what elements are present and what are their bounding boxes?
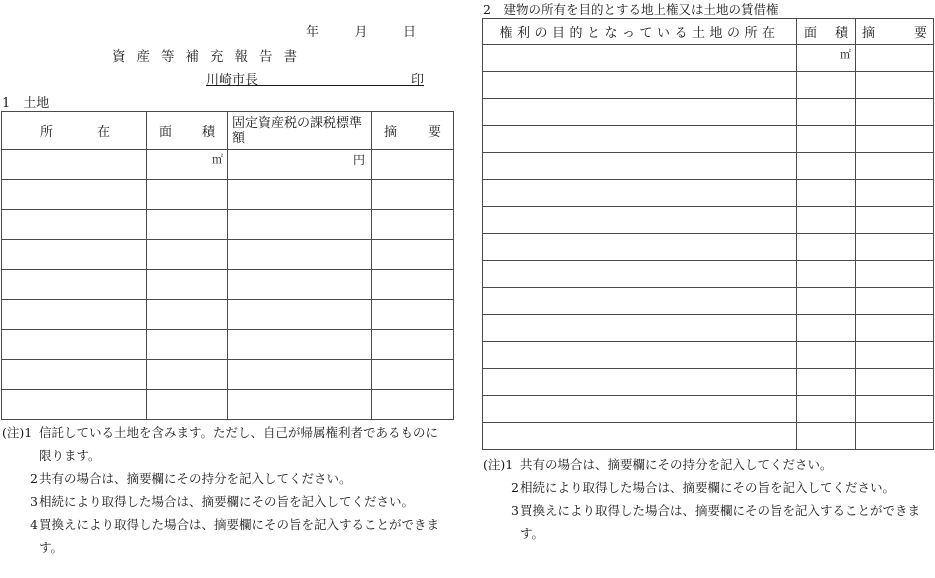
note-item: 2 相続により取得した場合は、摘要欄にその旨を記入してください。 xyxy=(511,480,896,495)
area-cell[interactable] xyxy=(797,153,856,180)
area-cell[interactable] xyxy=(147,270,228,300)
table-row xyxy=(483,342,934,369)
remarks-cell[interactable] xyxy=(856,396,934,423)
purpose-cell[interactable] xyxy=(483,288,797,315)
area-cell[interactable] xyxy=(147,330,228,360)
remarks-cell[interactable] xyxy=(372,210,454,240)
area-cell[interactable]: ㎡ xyxy=(147,150,228,180)
remarks-cell[interactable] xyxy=(372,240,454,270)
section2-title: 2 建物の所有を目的とする地上権又は土地の賃借権 xyxy=(483,2,779,17)
table-row xyxy=(483,396,934,423)
tax-base-cell[interactable] xyxy=(228,300,372,330)
area-cell[interactable] xyxy=(147,390,228,420)
remarks-cell[interactable] xyxy=(856,180,934,207)
remarks-cell[interactable] xyxy=(856,315,934,342)
month-label: 月 xyxy=(354,25,368,40)
area-cell[interactable] xyxy=(797,423,856,450)
date-line xyxy=(306,21,416,40)
note-item: 3 相続により取得した場合は、摘要欄にその旨を記入してください。 xyxy=(30,494,415,509)
remarks-cell[interactable] xyxy=(856,288,934,315)
column-remarks: 摘 要 xyxy=(372,112,454,150)
table-row xyxy=(483,180,934,207)
purpose-cell[interactable] xyxy=(483,261,797,288)
area-cell[interactable] xyxy=(797,180,856,207)
area-cell[interactable] xyxy=(147,210,228,240)
area-cell[interactable] xyxy=(797,288,856,315)
table-row xyxy=(2,180,454,210)
area-cell[interactable] xyxy=(147,240,228,270)
remarks-cell[interactable] xyxy=(856,234,934,261)
tax-base-cell[interactable] xyxy=(228,390,372,420)
remarks-cell[interactable] xyxy=(856,261,934,288)
leasehold-notes xyxy=(483,453,928,545)
purpose-cell[interactable] xyxy=(483,153,797,180)
purpose-cell[interactable] xyxy=(483,423,797,450)
area-cell[interactable]: ㎡ xyxy=(797,45,856,72)
remarks-cell[interactable] xyxy=(372,300,454,330)
table-row xyxy=(483,423,934,450)
tax-base-cell[interactable] xyxy=(228,330,372,360)
day-label: 日 xyxy=(402,25,416,40)
document-title: 資産等補充報告書 xyxy=(112,49,308,65)
tax-base-cell[interactable] xyxy=(228,180,372,210)
remarks-cell[interactable] xyxy=(372,360,454,390)
column-location: 所 在 xyxy=(2,112,147,150)
table-row xyxy=(483,369,934,396)
location-cell[interactable] xyxy=(2,150,147,180)
remarks-cell[interactable] xyxy=(856,72,934,99)
leasehold-table-header xyxy=(483,19,934,45)
area-cell[interactable] xyxy=(147,360,228,390)
area-cell[interactable] xyxy=(797,207,856,234)
location-cell[interactable] xyxy=(2,360,147,390)
table-row xyxy=(483,207,934,234)
location-cell[interactable] xyxy=(2,330,147,360)
table-row xyxy=(2,330,454,360)
table-row xyxy=(483,234,934,261)
table-row xyxy=(2,270,454,300)
note-item: 2 共有の場合は、摘要欄にその持分を記入してください。 xyxy=(30,471,352,486)
table-row xyxy=(483,288,934,315)
table-row xyxy=(2,360,454,390)
table-row xyxy=(483,45,934,72)
addressee-name: 川崎市長 xyxy=(206,73,259,88)
land-notes xyxy=(2,421,448,559)
area-cell[interactable] xyxy=(797,261,856,288)
note-item: (注)1 信託している土地を含みます。ただし、自己が帰属権利者であるものに限ります。 xyxy=(2,425,439,463)
remarks-cell[interactable] xyxy=(856,153,934,180)
tax-base-cell[interactable] xyxy=(228,240,372,270)
purpose-cell[interactable] xyxy=(483,396,797,423)
purpose-cell[interactable] xyxy=(483,369,797,396)
column-remarks: 摘 要 xyxy=(856,19,934,45)
purpose-cell[interactable] xyxy=(483,72,797,99)
remarks-cell[interactable] xyxy=(856,45,934,72)
column-tax-base: 固定資産税の課税標準額 xyxy=(228,112,372,150)
table-row xyxy=(2,210,454,240)
purpose-cell[interactable] xyxy=(483,45,797,72)
column-area: 面 積 xyxy=(797,19,856,45)
remarks-cell[interactable] xyxy=(856,207,934,234)
area-cell[interactable] xyxy=(797,315,856,342)
leasehold-table xyxy=(482,18,934,450)
note-item: 3 買換えにより取得した場合は、摘要欄にその旨を記入することができます。 xyxy=(511,503,921,541)
purpose-cell[interactable] xyxy=(483,99,797,126)
remarks-cell[interactable] xyxy=(372,270,454,300)
seal-mark: 印 xyxy=(410,73,424,88)
tax-base-cell[interactable] xyxy=(228,270,372,300)
remarks-cell[interactable] xyxy=(372,180,454,210)
column-area: 面 積 xyxy=(147,112,228,150)
tax-base-cell[interactable] xyxy=(228,360,372,390)
table-row xyxy=(2,390,454,420)
table-row xyxy=(483,72,934,99)
table-row xyxy=(2,300,454,330)
area-cell[interactable] xyxy=(797,126,856,153)
table-row xyxy=(483,261,934,288)
area-cell[interactable] xyxy=(797,342,856,369)
table-row xyxy=(483,315,934,342)
section1-title: 1 土地 xyxy=(2,96,50,111)
purpose-cell[interactable] xyxy=(483,234,797,261)
tax-base-cell[interactable]: 円 xyxy=(228,150,372,180)
purpose-cell[interactable] xyxy=(483,315,797,342)
land-table xyxy=(1,111,454,420)
location-cell[interactable] xyxy=(2,240,147,270)
location-cell[interactable] xyxy=(2,390,147,420)
area-cell[interactable] xyxy=(797,396,856,423)
tax-base-cell[interactable] xyxy=(228,210,372,240)
remarks-cell[interactable] xyxy=(856,423,934,450)
location-cell[interactable] xyxy=(2,270,147,300)
table-row xyxy=(483,99,934,126)
area-cell[interactable] xyxy=(147,300,228,330)
area-cell[interactable] xyxy=(797,369,856,396)
remarks-cell[interactable] xyxy=(856,126,934,153)
remarks-cell[interactable] xyxy=(372,150,454,180)
location-cell[interactable] xyxy=(2,180,147,210)
addressee-line xyxy=(206,69,424,86)
table-row xyxy=(2,240,454,270)
remarks-cell[interactable] xyxy=(372,330,454,360)
remarks-cell[interactable] xyxy=(856,342,934,369)
table-row xyxy=(483,126,934,153)
remarks-cell[interactable] xyxy=(372,390,454,420)
purpose-cell[interactable] xyxy=(483,207,797,234)
area-cell[interactable] xyxy=(147,180,228,210)
remarks-cell[interactable] xyxy=(856,99,934,126)
note-item: 4 買換えにより取得した場合は、摘要欄にその旨を記入することができます。 xyxy=(30,517,440,555)
area-cell[interactable] xyxy=(797,234,856,261)
location-cell[interactable] xyxy=(2,210,147,240)
table-row xyxy=(483,153,934,180)
purpose-cell[interactable] xyxy=(483,126,797,153)
table-row xyxy=(2,150,454,180)
note-item: (注)1 共有の場合は、摘要欄にその持分を記入してください。 xyxy=(483,457,833,472)
column-purpose: 権利の目的となっている土地の所在 xyxy=(483,19,797,45)
area-cell[interactable] xyxy=(797,72,856,99)
purpose-cell[interactable] xyxy=(483,180,797,207)
remarks-cell[interactable] xyxy=(856,369,934,396)
year-label: 年 xyxy=(306,25,320,40)
area-cell[interactable] xyxy=(797,99,856,126)
land-table-header xyxy=(2,112,454,150)
purpose-cell[interactable] xyxy=(483,342,797,369)
location-cell[interactable] xyxy=(2,300,147,330)
